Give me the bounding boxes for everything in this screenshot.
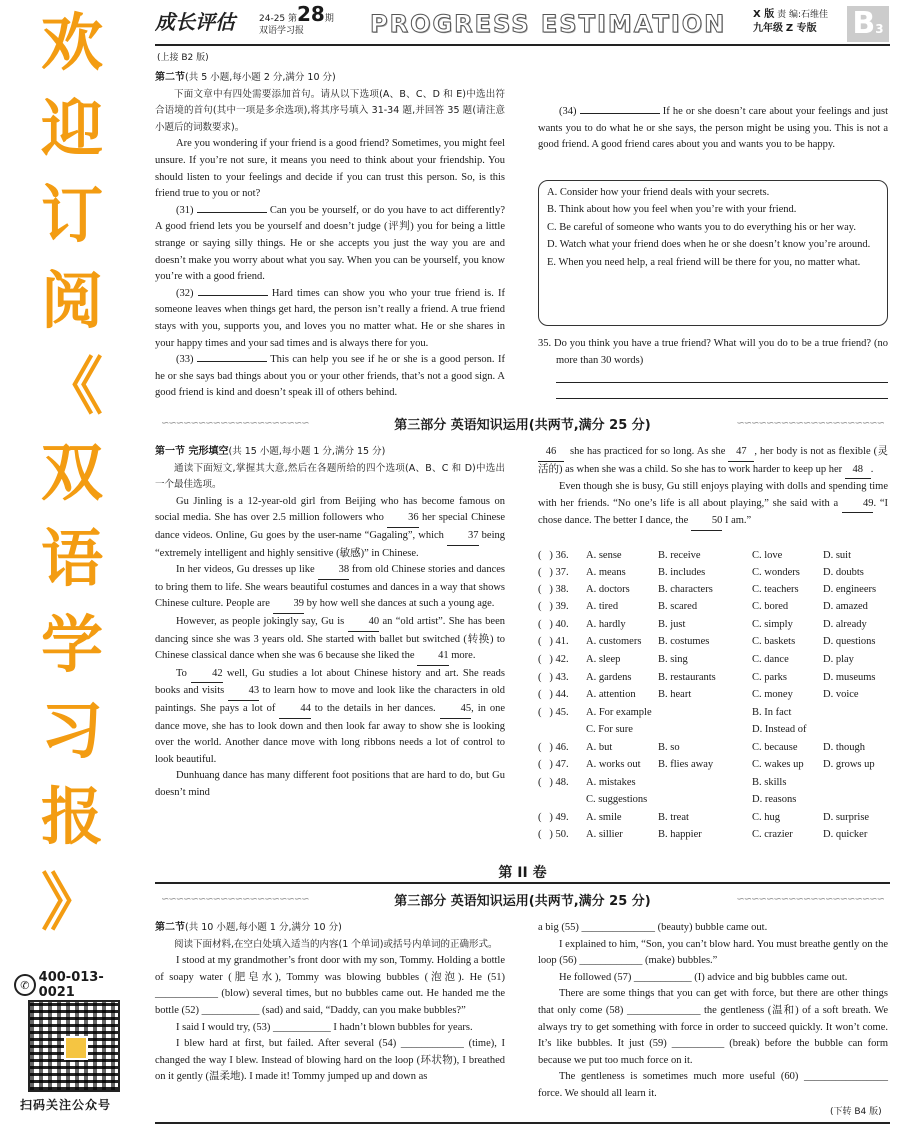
question-row-44[interactable] — [538, 689, 890, 706]
grammar-paragraph: a big (55) ______________ (beauty) bubble came out. — [538, 922, 768, 933]
choice-c[interactable]: C. wakes up — [752, 759, 804, 770]
cloze-left-column — [155, 444, 505, 801]
volume-2-title: 第 II 卷 — [498, 865, 547, 881]
question-row-46[interactable] — [538, 742, 890, 759]
section-heading: 第二节 — [155, 72, 185, 83]
reading-section-left — [155, 70, 505, 402]
issue-number: 28 — [297, 2, 325, 26]
sidebar-char: 《 — [40, 350, 103, 423]
choice-c[interactable]: C. bored — [752, 601, 789, 612]
part3-title-2: 第三部分 英语知识运用(共两节,满分 25 分) — [394, 894, 651, 909]
q-num: ( ) 45. — [538, 707, 569, 718]
choice-d[interactable]: D. Instead of — [752, 724, 807, 735]
answer-blank-33[interactable] — [197, 361, 267, 362]
choice-d[interactable]: D. play — [823, 654, 854, 665]
choice-b[interactable]: B. flies away — [658, 759, 714, 770]
q-num: ( ) 47. — [538, 759, 569, 770]
question-row-48-cont[interactable] — [538, 794, 890, 811]
sidebar-char: 报 — [40, 780, 103, 853]
q-num: ( ) 43. — [538, 672, 569, 683]
choice-d[interactable]: D. engineers — [823, 584, 877, 595]
question-row-39[interactable] — [538, 601, 890, 618]
sidebar-char: 欢 — [40, 6, 103, 79]
cloze-blank-37[interactable]: 37 — [447, 528, 479, 546]
choice-b[interactable]: B. just — [658, 619, 686, 630]
grammar-paragraph: I said I would try, (53) ___________ I hadn’t blown bubbles for years. — [176, 1021, 473, 1033]
option-d: D. Watch what your friend does when he or she doesn’t know you’re around. — [547, 239, 871, 251]
section-instructions: 下面文章中有四处需要添加首句。请从以下选项(A、B、C、D 和 E)中选出符合语境的首句(其中一项是多余选项),将其序号填入 31-34 题,并回答 35 题(请注意小题后的词数要求)。 — [155, 88, 505, 133]
sidebar-char: 订 — [40, 178, 103, 251]
question-row-48[interactable] — [538, 777, 890, 794]
section-heading-rest: (共 5 小题,每小题 2 分,满分 10 分) — [185, 72, 336, 83]
question-number: 43 — [555, 672, 566, 683]
text: being “extremely intelligent and highly sensitive (敏感)” in Chinese. — [155, 529, 506, 559]
choice-c[interactable]: C. because — [752, 742, 798, 753]
cloze-paragraph-5-start — [155, 768, 505, 801]
cloze-paragraph-3 — [155, 614, 505, 666]
answer-blank-31[interactable] — [197, 212, 267, 213]
q-num: ( ) 40. — [538, 619, 569, 630]
cloze-right-column — [538, 444, 888, 531]
question-number: 40 — [555, 619, 566, 630]
cloze-paragraph-4 — [155, 666, 505, 769]
text: However, as people jokingly say, Gu is — [176, 615, 348, 627]
cloze-blank-41[interactable]: 41 — [417, 648, 449, 666]
choice-d[interactable]: D. doubts — [823, 567, 864, 578]
q31-number: (31) — [176, 204, 194, 216]
question-row-43[interactable] — [538, 672, 890, 689]
option-c: C. Be careful of someone who wants you to do everything his or her way. — [547, 221, 856, 233]
question-number: 47 — [555, 759, 566, 770]
cloze-paragraph-6 — [538, 479, 888, 531]
cloze-blank-39[interactable]: 39 — [273, 596, 305, 614]
q-num: ( ) 42. — [538, 654, 569, 665]
issue-suffix: 期 — [324, 14, 334, 24]
text: Gu Jinling is a 12-year-old girl from Beijing who has become famous on social media. She has over 2.5 million followers who — [155, 495, 505, 524]
question-number: 42 — [555, 654, 566, 665]
question-row-40[interactable] — [538, 619, 890, 636]
hotline — [14, 970, 138, 1000]
text: I am.” — [722, 515, 752, 527]
qr-logo-icon — [64, 1036, 88, 1060]
grammar-fill-left — [155, 920, 505, 1086]
cloze-blank-40[interactable]: 40 — [348, 614, 380, 632]
option-a: A. Consider how your friend deals with your secrets. — [547, 187, 770, 198]
choice-c[interactable]: C. wonders — [752, 567, 800, 578]
choice-a[interactable]: A. sleep — [586, 654, 621, 665]
part3-title-bar — [155, 414, 890, 436]
qr-caption: 扫码关注公众号 — [20, 1098, 112, 1112]
question-number: 36 — [555, 550, 566, 561]
grammar-paragraph: There are some things that you can get with force, but there are other things that only come (58) ______________ the gentleness (温和) of a soft breath. We always try to get something with force in order to succeed quickly. It won’t come. It’s like bubbles. It just (59) __________ (break) before the bubble can form because we put too much force on it. — [538, 988, 888, 1066]
q-num: ( ) 41. — [538, 636, 569, 647]
choice-d[interactable]: D. quicker — [823, 829, 868, 840]
q32-number: (32) — [176, 287, 194, 299]
edition-meta — [753, 8, 828, 36]
cloze-blank-48[interactable]: 48 — [845, 462, 871, 480]
question-row-49[interactable] — [538, 812, 890, 829]
choice-b[interactable]: B. treat — [658, 812, 689, 823]
choice-a[interactable]: A. doctors — [586, 584, 630, 595]
sidebar-char: 》 — [40, 866, 103, 939]
choice-d[interactable]: D. already — [823, 619, 867, 630]
choice-a[interactable]: A. smile — [586, 812, 622, 823]
brand-logo: 成长评估 — [155, 10, 235, 34]
choice-a[interactable]: A. sillier — [586, 829, 623, 840]
choice-b[interactable]: B. so — [658, 742, 680, 753]
cloze-blank-42[interactable]: 42 — [191, 666, 223, 684]
page-letter: B — [852, 6, 876, 41]
choice-c[interactable]: C. suggestions — [586, 794, 648, 805]
cloze-blank-44[interactable]: 44 — [279, 701, 311, 719]
question-number: 39 — [555, 601, 566, 612]
choice-b[interactable]: B. restaurants — [658, 672, 716, 683]
sidebar-char: 学 — [40, 608, 103, 681]
choice-a[interactable]: A. sense — [586, 550, 622, 561]
cloze-blank-43[interactable]: 43 — [228, 683, 260, 701]
subscription-sidebar — [0, 0, 138, 1132]
question-number: 38 — [555, 584, 566, 595]
choice-b[interactable]: B. skills — [752, 777, 787, 788]
choice-b[interactable]: B. includes — [658, 567, 706, 578]
choice-a[interactable]: A. attention — [586, 689, 636, 700]
q-num: ( ) 44. — [538, 689, 569, 700]
question-row-37[interactable] — [538, 567, 890, 584]
question-row-45[interactable] — [538, 707, 890, 724]
text: Even though she is busy, Gu still enjoys playing with dolls and spending time with her friends. “No one’s life is all about playing,” she said with a — [538, 481, 888, 509]
q-num: ( ) 37. — [538, 567, 569, 578]
text: she has practiced for so long. As she — [567, 446, 729, 457]
choice-d[interactable]: D. questions — [823, 636, 876, 647]
text: an “old artist”. She has been dancing since she was 3 years old. She started with ballet but switched (转换) to Chinese classical dance when she was 6 because she liked the — [155, 615, 506, 662]
paragraph-intro: Are you wondering if your friend is a good friend? Sometimes, you might feel unsure. If you’re not sure, it means you need to think about your friendship. You should listen to your feelings and decide if you can trust this person. So, is this friend true to you or not? — [155, 138, 505, 200]
grammar-fill-right — [538, 920, 888, 1103]
paragraph-33 — [155, 352, 505, 402]
choice-b[interactable]: B. sing — [658, 654, 688, 665]
text: from old Chinese stories and dances to bring them to life. She wears beautiful costumes and dances in a way that shows Chinese culture. People are — [155, 564, 505, 610]
q-num: ( ) 36. — [538, 550, 569, 561]
question-number: 41 — [555, 636, 566, 647]
choice-c[interactable]: C. simply — [752, 619, 793, 630]
paragraph-34 — [538, 104, 888, 154]
choice-d[interactable]: D. suit — [823, 550, 852, 561]
text: To — [176, 667, 192, 679]
question-number: 46 — [555, 742, 566, 753]
reading-section-right — [538, 104, 888, 154]
choice-b[interactable]: B. happier — [658, 829, 702, 840]
question-row-38[interactable] — [538, 584, 890, 601]
text: well, Gu studies a lot about Chinese history and art. She reads books and visits — [155, 667, 505, 697]
q33-number: (33) — [176, 354, 194, 366]
part3-title-bar-2 — [155, 890, 890, 912]
answer-line-35b[interactable] — [556, 398, 888, 399]
question-number: 50 — [555, 829, 566, 840]
option-e: E. When you need help, a real friend will be there for you, no matter what. — [547, 256, 861, 268]
choice-a[interactable]: A. gardens — [586, 672, 632, 683]
choice-b[interactable]: B. heart — [658, 689, 692, 700]
choice-d[interactable]: D. amazed — [823, 601, 868, 612]
q-num: ( ) 50. — [538, 829, 569, 840]
question-number: 45 — [555, 707, 566, 718]
choice-a[interactable]: A. tired — [586, 601, 619, 612]
ornament-left-icon: ∽∽∽∽∽∽∽∽∽∽∽∽∽∽∽∽∽∽∽∽ — [161, 418, 309, 429]
choice-a[interactable]: A. customers — [586, 636, 642, 647]
grammar-paragraph: I explained to him, “Son, you can’t blow hard. You must breathe gently on the loop (56) ____________ (make) bubbles.” — [538, 938, 888, 967]
cloze-blank-46[interactable]: 46 — [538, 444, 564, 462]
q31-text: Can you be yourself, or do you have to act differently? A good friend lets you be yourself and doesn’t judge (评判) you for being a little strange or saying silly things. He or she accepts you just the way you are and doesn’t make you worry about what you say. When you can be yourself, you know you’re with a good friend. — [155, 204, 505, 283]
choice-d[interactable]: D. grows up — [823, 759, 875, 770]
sidebar-char: 双 — [40, 436, 103, 509]
text: to learn how to move and look like the characters in old paintings. She pays a lot of — [155, 685, 506, 714]
sidebar-char: 习 — [40, 694, 103, 767]
cloze-instructions: 通读下面短文,掌握其大意,然后在各题所给的四个选项(A、B、C 和 D)中选出一个最佳选项。 — [155, 462, 505, 491]
phone-icon: ✆ — [14, 974, 36, 996]
paper-name: 双语学习报 — [259, 26, 305, 36]
choice-c[interactable]: C. hug — [752, 812, 781, 823]
text: , in one dance move, she has to look down and then look far away to show she is looking over the world. Another dance move with long ribbons needs a lot of control to look beautiful. — [155, 702, 505, 765]
choice-c[interactable]: C. dance — [752, 654, 789, 665]
ornament-right-icon: ∽∽∽∽∽∽∽∽∽∽∽∽∽∽∽∽∽∽∽∽ — [736, 418, 884, 429]
issue-prefix: 24-25 第 — [259, 14, 298, 24]
choice-b[interactable]: B. costumes — [658, 636, 710, 647]
cloze-blank-36[interactable]: 36 — [387, 510, 419, 528]
page-number: 3 — [875, 22, 884, 36]
choice-c[interactable]: C. For sure — [586, 724, 633, 735]
banner-title: PROGRESS ESTIMATION — [370, 10, 727, 38]
q-num: ( ) 48. — [538, 777, 569, 788]
cloze-paragraph-2 — [155, 562, 505, 614]
text: In her videos, Gu dresses up like — [176, 564, 318, 576]
phone-number: 400-013-0021 — [38, 970, 104, 1000]
grammar-paragraph: I blew hard at first, but failed. After several (54) ____________ (time), I changed the way I blew. Instead of blowing hard on the loop (环状物), I breathed on it gently (温柔地). I made it! Tommy jumped up and down as — [155, 1038, 505, 1083]
q34-text: If he or she doesn’t care about your feelings and just wants you to do what he or she says, the person might be using you. This is not a good friend. A good friend cares about you and wants you to be happy. — [538, 106, 888, 151]
ornament-right-icon: ∽∽∽∽∽∽∽∽∽∽∽∽∽∽∽∽∽∽∽∽ — [736, 894, 884, 905]
grade: 九年级 — [753, 23, 783, 34]
choice-c[interactable]: C. money — [752, 689, 793, 700]
ornament-left-icon: ∽∽∽∽∽∽∽∽∽∽∽∽∽∽∽∽∽∽∽∽ — [161, 894, 309, 905]
choice-b[interactable]: B. In fact — [752, 707, 792, 718]
part3-title: 第三部分 英语知识运用(共两节,满分 25 分) — [394, 418, 651, 433]
question-row-50[interactable] — [538, 829, 890, 846]
cloze-blank-45[interactable]: 45 — [440, 701, 472, 719]
grammar-paragraph: I stood at my grandmother’s front door with my son, Tommy. Holding a bottle of soapy water (肥皂水), Tommy was blowing bubbles (泡泡). He (51) ____________ (blow) several times, but no bubbles came out. He handed me the bottle (52) ___________ (sad) and said, “Daddy, can you make bubbles?” — [155, 955, 505, 1016]
text: Dunhuang dance has many different foot positions that are hard to do, but Gu doesn’t mind — [155, 770, 505, 798]
cloze-blank-38[interactable]: 38 — [318, 562, 350, 580]
answer-blank-32[interactable] — [198, 295, 268, 296]
grammar-paragraph: The gentleness is sometimes much more useful (60) ________________ force. We should all learn it. — [538, 1071, 888, 1099]
q-num: ( ) 38. — [538, 584, 569, 595]
question-row-47[interactable] — [538, 759, 890, 776]
text: , her body is not as flexible (灵活的) as when she was a child. So she has to work harder to keep up her — [538, 446, 888, 475]
choice-a[interactable]: A. means — [586, 567, 626, 578]
choice-a[interactable]: A. hardly — [586, 619, 626, 630]
cloze-blank-49[interactable]: 49 — [842, 496, 874, 514]
cloze-blank-50[interactable]: 50 — [691, 513, 723, 531]
choice-d[interactable]: D. reasons — [752, 794, 797, 805]
choice-c[interactable]: C. love — [752, 550, 783, 561]
grammar-heading-rest: (共 10 小题,每小题 1 分,满分 10 分) — [185, 922, 342, 933]
q32-text: Hard times can show you who your true friend is. If someone leaves when things get hard, the person isn’t really a friend. A true friend stays with you, supports you, and loves you no matter what. He or she shares in your happy times and your sad times and is always there for you. — [155, 287, 506, 349]
question-35: 35. Do you think you have a true friend? What will you do to be a true friend? (no more than 30 words) — [538, 338, 888, 366]
choice-a[interactable]: A. but — [586, 742, 613, 753]
q34-number: (34) — [559, 106, 577, 117]
text: her special Chinese dance videos. Online, Gu goes by the user-name “Gagaling”, which — [155, 512, 505, 541]
q-num: ( ) 46. — [538, 742, 569, 753]
question-number: 37 — [555, 567, 566, 578]
q-num: ( ) 49. — [538, 812, 569, 823]
choice-c[interactable]: C. crazier — [752, 829, 793, 840]
choice-a[interactable]: A. For example — [586, 707, 652, 718]
choice-b[interactable]: B. characters — [658, 584, 713, 595]
question-number: 49 — [555, 812, 566, 823]
options-box — [538, 180, 888, 326]
paragraph-32 — [155, 286, 505, 352]
choice-b[interactable]: B. scared — [658, 601, 698, 612]
text: . — [870, 463, 874, 475]
text: more. — [448, 650, 476, 662]
edition: X 版 — [753, 9, 775, 20]
choice-d[interactable]: D. voice — [823, 689, 859, 700]
choice-b[interactable]: B. receive — [658, 550, 701, 561]
choice-d[interactable]: D. surprise — [823, 812, 870, 823]
answer-line-35a[interactable] — [556, 382, 888, 383]
choice-c[interactable]: C. parks — [752, 672, 787, 683]
grammar-paragraph: He followed (57) ___________ (I) advice and big bubbles came out. — [559, 971, 848, 983]
q33-text: This can help you see if he or she is a good person. If he or she says bad things about you or your other friends, that’s not a good sign. A good friend is kind and doesn’t speak ill of others behind. — [155, 354, 506, 399]
text: . “I chose dance. The better I dance, the — [538, 497, 888, 527]
choice-d[interactable]: D. museums — [823, 672, 876, 683]
footer-rule — [155, 1122, 890, 1124]
question-row-42[interactable] — [538, 654, 890, 671]
cloze-heading: 第一节 完形填空 — [155, 446, 229, 457]
continued-to: (下转 B4 版) — [830, 1107, 882, 1117]
question-row-45-cont[interactable] — [538, 724, 890, 741]
cloze-blank-47[interactable]: 47 — [728, 444, 754, 462]
choice-c[interactable]: C. teachers — [752, 584, 799, 595]
question-row-36[interactable] — [538, 550, 890, 567]
editor: 责 编:石维佳 — [777, 10, 828, 20]
question-number: 48 — [555, 777, 566, 788]
grammar-instructions: 阅读下面材料,在空白处填入适当的内容(1 个单词)或括号内单词的正确形式。 — [174, 938, 498, 950]
page-header — [155, 2, 890, 42]
volume-2-rule — [155, 882, 890, 884]
question-number: 44 — [555, 689, 566, 700]
cloze-paragraph-1 — [155, 494, 505, 562]
continued-from: (上接 B2 版) — [157, 53, 209, 63]
choice-c[interactable]: C. baskets — [752, 636, 796, 647]
choice-a[interactable]: A. mistakes — [586, 777, 636, 788]
grammar-heading: 第二节 — [155, 922, 185, 933]
choice-a[interactable]: A. works out — [586, 759, 641, 770]
sidebar-char: 迎 — [40, 92, 103, 165]
cloze-heading-rest: (共 15 小题,每小题 1 分,满分 15 分) — [228, 446, 386, 457]
q-num: ( ) 39. — [538, 601, 569, 612]
question-row-41[interactable] — [538, 636, 890, 653]
text: by how well she dances at such a young age. — [304, 598, 495, 610]
option-b: B. Think about how you feel when you’re with your friend. — [547, 204, 797, 216]
sidebar-char: 阅 — [40, 264, 103, 337]
issue-info — [259, 2, 334, 37]
paragraph-31 — [155, 203, 505, 286]
answer-blank-34[interactable] — [580, 113, 660, 114]
sidebar-char: 语 — [40, 522, 103, 595]
header-rule — [155, 44, 890, 46]
special-edition: Z 专版 — [785, 23, 817, 34]
choice-d[interactable]: D. though — [823, 742, 865, 753]
page-label — [847, 6, 889, 42]
text: to the details in her dances. — [310, 702, 440, 714]
qr-code[interactable] — [28, 1000, 120, 1092]
